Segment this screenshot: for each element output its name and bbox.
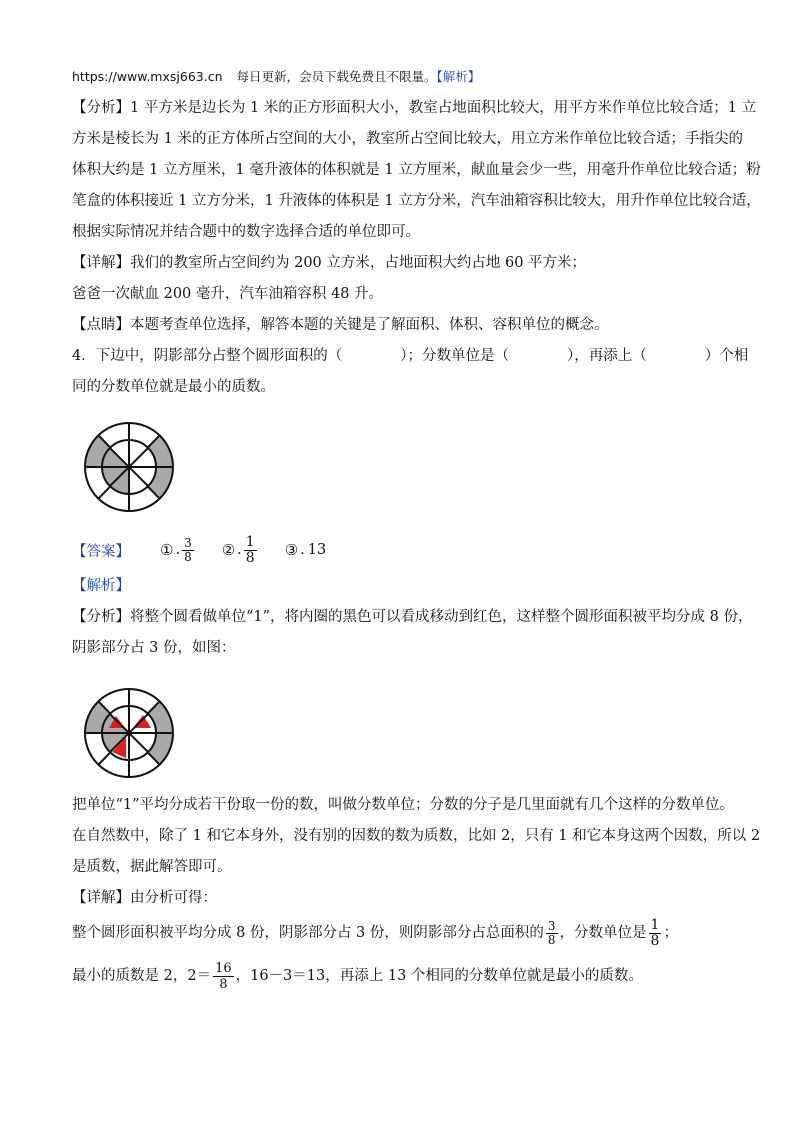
detail4-fraction-2-denominator: 8	[650, 932, 660, 949]
answer-item-3: ③ . 13	[284, 541, 327, 559]
analysis3-line-4: 笔盒的体积接近 1 立方分米，1 升液体的体积是 1 立方分米，汽车油箱容积比较大，用升作单位比较合适，	[72, 193, 761, 209]
detail4-line-3-text-b: ，16－3＝13，再添上 13 个相同的分数单位就是最小的质数。	[235, 968, 643, 984]
answer-fraction-2-denominator: 8	[245, 549, 255, 566]
detail4-fraction-sixteen-eighths	[213, 961, 234, 992]
answer-fraction-1-denominator: 8	[184, 549, 192, 564]
detail3-line-1: 【详解】我们的教室所占空间约为 200 立方米，占地面积大约占地 60 平方米；	[72, 255, 587, 271]
page-header	[72, 67, 732, 87]
answer-marker-3: ③	[284, 541, 299, 559]
answer-marker-2: ②	[221, 541, 236, 559]
answer-value-3: 13	[307, 542, 327, 558]
answer-fraction-1	[182, 537, 194, 564]
point3-line: 【点睛】本题考查单位选择，解答本题的关键是了解面积、体积、容积单位的概念。	[72, 317, 609, 333]
header-tag: 【解析】	[436, 69, 481, 84]
answer-fraction-1-numerator: 3	[184, 535, 192, 550]
analysis3-line-3: 体积大约是 1 立方厘米，1 毫升液体的体积就是 1 立方厘米，献血量会少一些，用毫升作单位比较合适；粉	[72, 162, 761, 178]
question4-line-1: 4．下边中，阴影部分占整个圆形面积的（ ）；分数单位是（ ），再添上（ ）个相	[72, 348, 749, 364]
answer-fraction-2	[244, 535, 257, 566]
detail4-line-2-text-a: 整个圆形面积被平均分成 8 份，阴影部分占 3 份，则阴影部分占总面积的	[72, 925, 544, 941]
detail4-line-2-text-b: ，分数单位是	[559, 925, 647, 941]
analysis4-line-1: 【分析】将整个圆看做单位“1”，将内圈的黑色可以看成移动到红色，这样整个圆形面积被平均分成 8 份，	[72, 609, 753, 625]
detail4-fraction-1-numerator: 3	[547, 918, 556, 933]
detail4-line-2	[72, 916, 732, 950]
analysis3-line-2: 方米是棱长为 1 米的正方体所占空间的大小，教室所占空间比较大，用立方米作单位比较合适；手指尖的	[72, 131, 743, 147]
detail4-line-3-text-a: 最小的质数是 2，2＝	[72, 968, 212, 984]
detail4-line-1: 【详解】由分析可得：	[72, 890, 217, 906]
detail4-fraction-1-denominator: 8	[547, 932, 556, 947]
analysis3-line-5: 根据实际情况并结合题中的数字选择合适的单位即可。	[72, 224, 420, 240]
detail4-fraction-3-denominator: 8	[213, 976, 234, 992]
analysis3-line-1: 【分析】1 平方米是边长为 1 米的正方形面积大小，教室占地面积比较大，用平方米作单位比较合适；1 立	[72, 100, 757, 116]
answer-marker-1: ①	[160, 541, 174, 559]
detail4-fraction-three-eighths	[546, 920, 558, 947]
header-url[interactable]: https://www.mxsj663.cn	[72, 69, 223, 84]
analysis4-circle-figure	[75, 680, 185, 786]
detail4-fraction-one-eighth	[649, 918, 662, 949]
analysis4-line-5: 是质数，据此解答即可。	[72, 859, 232, 875]
header-slogan: 每日更新，会员下载免费且不限量。	[236, 69, 437, 84]
question4-line-2: 同的分数单位就是最小的质数。	[72, 379, 275, 395]
detail3-line-2: 爸爸一次献血 200 毫升，汽车油箱容积 48 升。	[72, 286, 384, 302]
answer-item-2: ② . $\frac{1}{8}$	[221, 533, 255, 566]
detail4-line-3	[72, 958, 732, 994]
question4-circle-figure	[75, 414, 185, 520]
analysis4-line-3: 把单位“1”平均分成若干份取一份的数，叫做分数单位；分数的分子是几里面就有几个这样的分数单位。	[72, 797, 735, 813]
answer-item-1: ① . $\frac{3}{8}$	[160, 535, 192, 564]
answer4-row	[72, 533, 326, 567]
answer-label: 【答案】	[72, 543, 130, 560]
analysis4-line-2: 阴影部分占 3 份，如图：	[72, 640, 236, 656]
analysis4-line-4: 在自然数中，除了 1 和它本身外，没有别的因数的数为质数，比如 2，只有 1 和它本身这两个因数，所以 2	[72, 828, 761, 844]
detail4-line-2-text-c: ；	[663, 925, 678, 941]
detail4-fraction-3-numerator: 16	[215, 960, 232, 976]
detail4-fraction-2-numerator: 1	[650, 916, 660, 933]
answer-fraction-2-numerator: 1	[245, 533, 255, 550]
jiexi-label: 【解析】	[72, 578, 130, 594]
